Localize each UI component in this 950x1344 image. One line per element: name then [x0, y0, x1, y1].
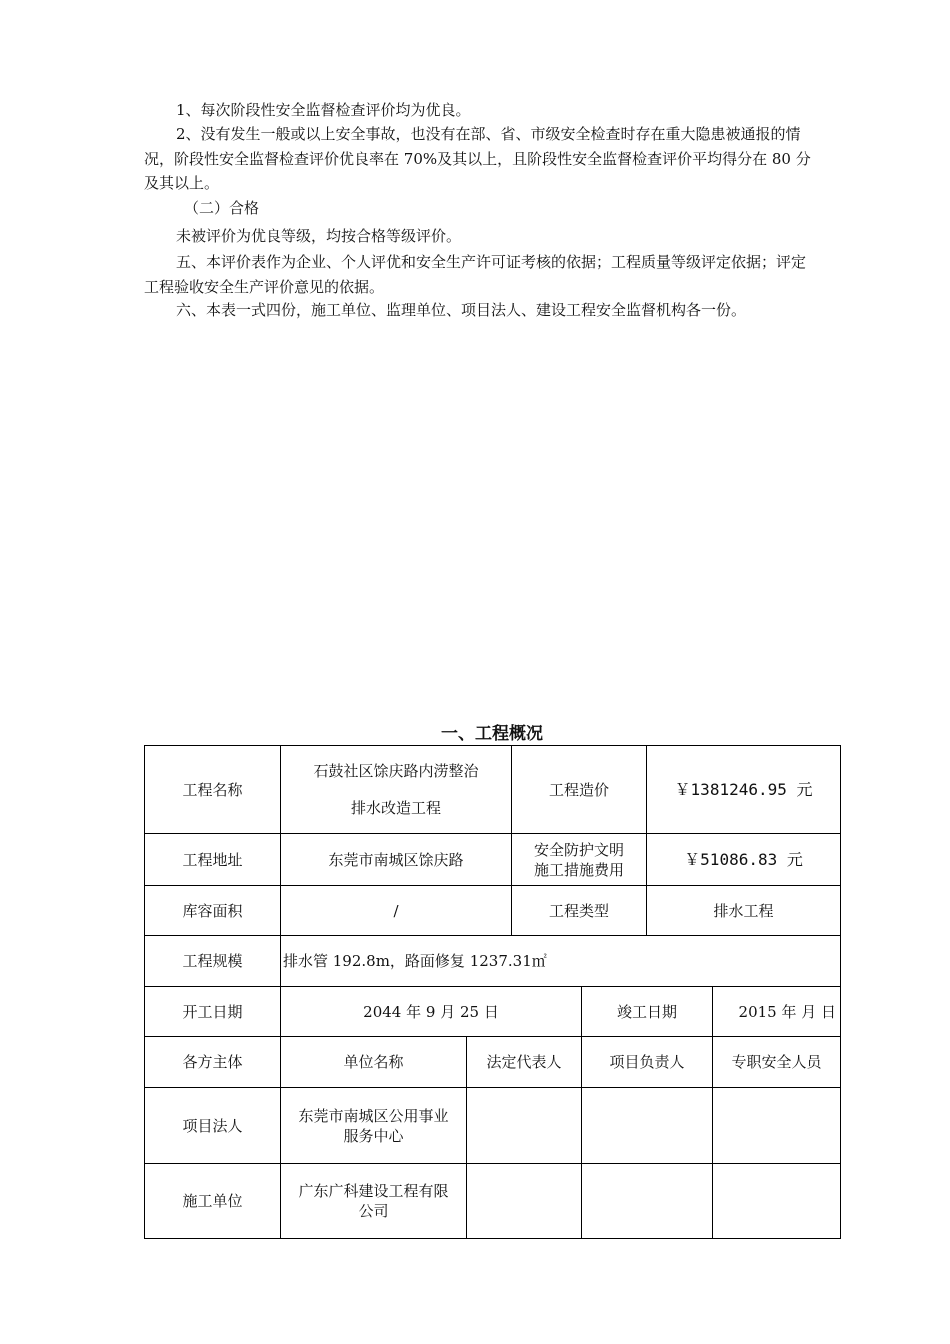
table-row [145, 936, 841, 987]
contractor-unit [281, 1164, 467, 1239]
capacity-value: / [281, 886, 512, 936]
scale-label: 工程规模 [145, 936, 281, 987]
start-date-label: 开工日期 [145, 987, 281, 1037]
table-row [145, 1088, 841, 1164]
scale-value: 排水管 192.8m，路面修复 1237.31㎡ [281, 936, 841, 987]
section-title: 一、工程概况 [441, 724, 543, 744]
owner-legal-rep [467, 1088, 582, 1164]
contractor-safety-staff [713, 1164, 841, 1239]
project-name-line-2: 排水改造工程 [351, 798, 442, 817]
owner-unit [281, 1088, 467, 1164]
project-overview-table [144, 745, 841, 1239]
qualified-text: 未被评价为优良等级，均按合格等级评价。 [176, 227, 462, 245]
address-label: 工程地址 [145, 834, 281, 886]
table-row [145, 834, 841, 886]
col-legal-rep: 法定代表人 [467, 1037, 582, 1088]
note-five: 五、本评价表作为企业、个人评优和安全生产许可证考核的依据；工程质量等级评定依据；评定工程验收安全生产评价意见的依据。 [144, 253, 807, 296]
end-date-label: 竣工日期 [582, 987, 713, 1037]
cost-label: 工程造价 [512, 746, 647, 834]
table-row [145, 746, 841, 834]
owner-unit-line-2: 服务中心 [343, 1126, 404, 1145]
criteria-item-2: 2、没有发生一般或以上安全事故，也没有在部、省、市级安全检查时存在重大隐患被通报的情况，阶段性安全监督检查评价优良率在 70%及其以上，且阶段性安全监督检查评价平均得分在 80 分及其以上。 [144, 125, 811, 192]
safety-fee-label [512, 834, 647, 886]
end-date-value: 2015 年 月 日 [713, 987, 841, 1037]
criteria-item-1: 1、每次阶段性安全监督检查评价均为优良。 [176, 101, 471, 119]
contractor-legal-rep [467, 1164, 582, 1239]
table-row [145, 886, 841, 936]
owner-unit-line-1: 东莞市南城区公用事业 [298, 1106, 449, 1125]
table-row [145, 1037, 841, 1088]
project-name-value [281, 746, 512, 834]
contractor-unit-line-1: 广东广科建设工程有限 [298, 1182, 449, 1200]
owner-safety-staff [713, 1088, 841, 1164]
contractor-project-lead [582, 1164, 713, 1239]
capacity-label: 库容面积 [145, 886, 281, 936]
qualified-heading: （二）合格 [184, 199, 260, 217]
project-name-line-1: 石鼓社区馀庆路内涝整治 [313, 761, 479, 780]
safety-fee-label-line-2: 施工措施费用 [534, 860, 625, 879]
type-label: 工程类型 [512, 886, 647, 936]
table-row [145, 1164, 841, 1239]
cost-value: ￥1381246.95 元 [647, 746, 841, 834]
col-safety-staff: 专职安全人员 [713, 1037, 841, 1088]
col-unit-name: 单位名称 [281, 1037, 467, 1088]
safety-fee-value: ￥51086.83 元 [647, 834, 841, 886]
type-value: 排水工程 [647, 886, 841, 936]
table-row [145, 987, 841, 1037]
contractor-unit-line-2: 公司 [358, 1202, 389, 1220]
safety-fee-label-line-1: 安全防护文明 [534, 840, 625, 859]
project-name-label: 工程名称 [145, 746, 281, 834]
owner-label: 项目法人 [145, 1088, 281, 1164]
contractor-label: 施工单位 [145, 1164, 281, 1239]
note-six: 六、本表一式四份，施工单位、监理单位、项目法人、建设工程安全监督机构各一份。 [176, 301, 747, 319]
parties-label: 各方主体 [145, 1037, 281, 1088]
address-value: 东莞市南城区馀庆路 [281, 834, 512, 886]
col-project-lead: 项目负责人 [582, 1037, 713, 1088]
start-date-value: 2044 年 9 月 25 日 [281, 987, 582, 1037]
owner-project-lead [582, 1088, 713, 1164]
